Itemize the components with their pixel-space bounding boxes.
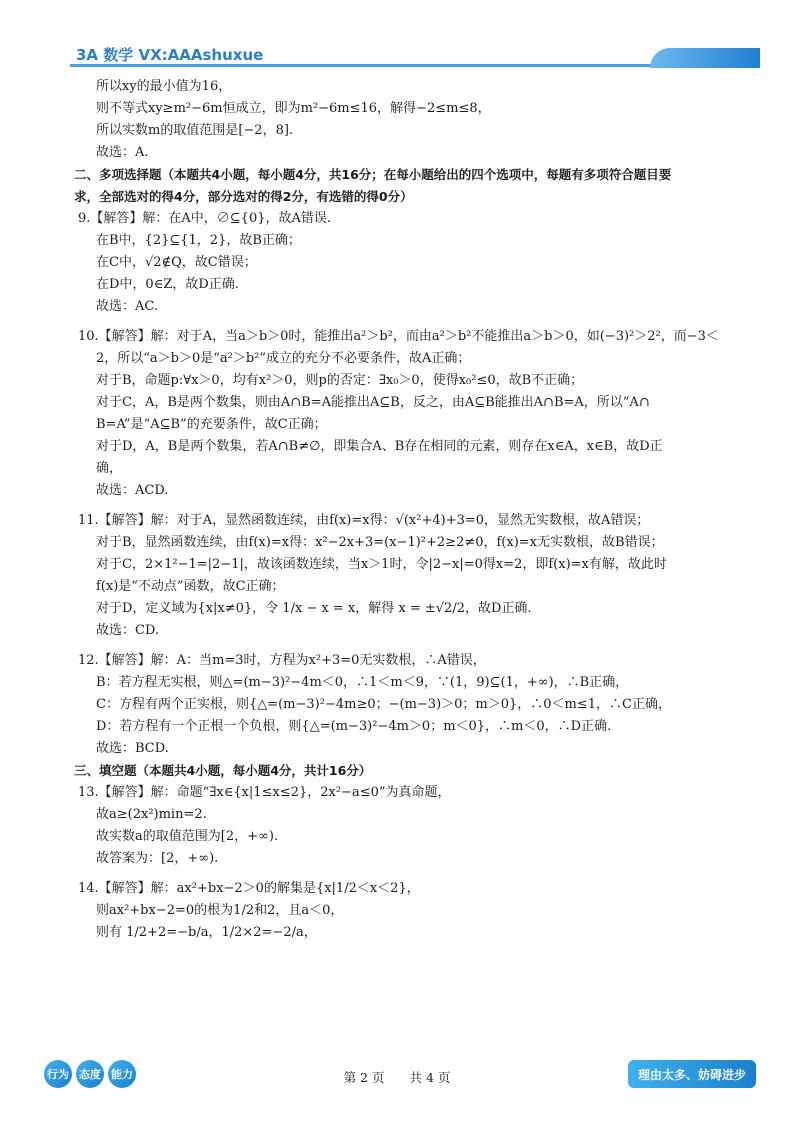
spacer — [78, 502, 724, 510]
text-line: 对于B，显然函数连续，由f(x)=x得：x²−2x+3=(x−1)²+2≥2≠0，f(x)=x无实数根，故B错误； — [96, 535, 664, 550]
text-line: 则不等式xy≥m²−6m恒成立，即为m²−6m≤16，解得−2≤m≤8， — [96, 101, 491, 116]
text-line: 对于D，定义域为{x|x≠0}，令 1/x − x = x，解得 x = ±√2/2，故D正确. — [96, 601, 532, 616]
text-line: 故选：CD. — [96, 623, 160, 638]
text-line: C：方程有两个正实根，则{△=(m−3)²−4m≥0；−(m−3)＞0；m＞0}，∴0＜m≤1，∴C正确， — [96, 697, 671, 712]
text-line: 故答案为：[2，+∞). — [96, 851, 219, 866]
text-line: 14.【解答】解：ax²+bx−2＞0的解集是{x|1/2＜x＜2}， — [78, 881, 420, 896]
section-heading: 求，全部选对的得4分，部分选对的得2分，有选错的得0分） — [74, 189, 413, 204]
text-line: 11.【解答】解：对于A，显然函数连续，由f(x)=x得：√(x²+4)+3=0，显然无实数根，故A错误； — [78, 513, 650, 528]
text-line: 对于B，命题p:∀x＞0，均有x²＞0，则p的否定：∃x₀＞0，使得x₀²≤0，故B不正确； — [96, 373, 584, 388]
text-line: 对于C，2×1²−1=|2−1|，故该函数连续，当x＞1时，令|2−x|=0得x=2，即f(x)=x有解，故此时 — [96, 557, 667, 572]
spacer — [78, 318, 724, 326]
section-heading: 三、填空题（本题共4小题，每小题4分，共计16分） — [74, 763, 372, 778]
page-number: 第 2 页 共 4 页 — [343, 1070, 451, 1085]
text-line: 在B中，{2}⊆{1，2}，故B正确； — [96, 233, 301, 248]
text-line: 2，所以“a＞b＞0是“a²＞b²”成立的充分不必要条件，故A正确； — [96, 351, 471, 366]
text-line: B=A”是“A⊆B”的充要条件，故C正确； — [96, 417, 327, 432]
text-line: 对于C，A，B是两个数集，则由A∩B=A能推出A⊆B，反之，由A⊆B能推出A∩B=A，所以“A∩ — [96, 395, 650, 410]
solution-content — [74, 76, 724, 944]
text-line: B：若方程无实根，则△=(m−3)²−4m＜0，∴1＜m＜9，∵(1，9)⊆(1，+∞)，∴B正确， — [96, 675, 629, 690]
badge-behavior: 行为 — [44, 1060, 72, 1088]
text-line: f(x)是“不动点”函数，故C正确； — [96, 579, 285, 594]
text-line: 则ax²+bx−2=0的根为1/2和2，且a＜0， — [96, 903, 344, 918]
text-line: 确， — [96, 461, 123, 476]
text-line: 故选：A. — [96, 145, 149, 160]
text-line: 故选：BCD. — [96, 741, 169, 756]
text-line: 13.【解答】解：命题“∃x∈{x|1≤x≤2}，2x²−a≤0”为真命题， — [78, 785, 451, 800]
text-line: 故选：AC. — [96, 299, 159, 314]
text-line: 故选：ACD. — [96, 483, 169, 498]
text-line: 对于D，A，B是两个数集，若A∩B≠∅，即集合A、B存在相同的元素，则存在x∈A，x∈B，故D正 — [96, 439, 663, 454]
text-line: 所以xy的最小值为16， — [96, 79, 232, 94]
badge-ability: 能力 — [108, 1060, 136, 1088]
badge-attitude: 态度 — [76, 1060, 104, 1088]
text-line: 12.【解答】解：A：当m=3时，方程为x²+3=0无实数根，∴A错误， — [78, 653, 486, 668]
header-tab-decoration — [650, 48, 760, 68]
spacer — [78, 870, 724, 878]
header-rule — [70, 64, 670, 67]
spacer — [78, 642, 724, 650]
text-line: 在D中，0∈Z，故D正确. — [96, 277, 239, 292]
text-line: D：若方程有一个正根一个负根，则{△=(m−3)²−4m＞0；m＜0}，∴m＜0，∴D正确. — [96, 719, 612, 734]
text-line: 10.【解答】解：对于A，当a＞b＞0时，能推出a²＞b²，而由a²＞b²不能推出a＞b＞0，如(−3)²＞2²，而−3＜ — [78, 329, 719, 344]
footer-slogan: 理由太多、妨碍进步 — [628, 1060, 756, 1088]
header-title: 3A 数学 VX:AAAshuxue — [76, 46, 264, 64]
section-heading: 二、多项选择题（本题共4小题，每小题4分，共16分；在每小题给出的四个选项中，每题有多项符合题目要 — [74, 167, 672, 182]
text-line: 9.【解答】解：在A中，∅⊆{0}，故A错误. — [78, 211, 332, 226]
page-header — [70, 40, 760, 68]
text-line: 故实数a的取值范围为[2，+∞). — [96, 829, 279, 844]
text-line: 则有 1/2+2=−b/a，1/2×2=−2/a， — [96, 925, 317, 940]
text-line: 故a≥(2x²)min=2. — [96, 807, 207, 822]
text-line: 在C中，√2∉Q，故C错误； — [96, 255, 257, 270]
text-line: 所以实数m的取值范围是[−2，8]. — [96, 123, 294, 138]
